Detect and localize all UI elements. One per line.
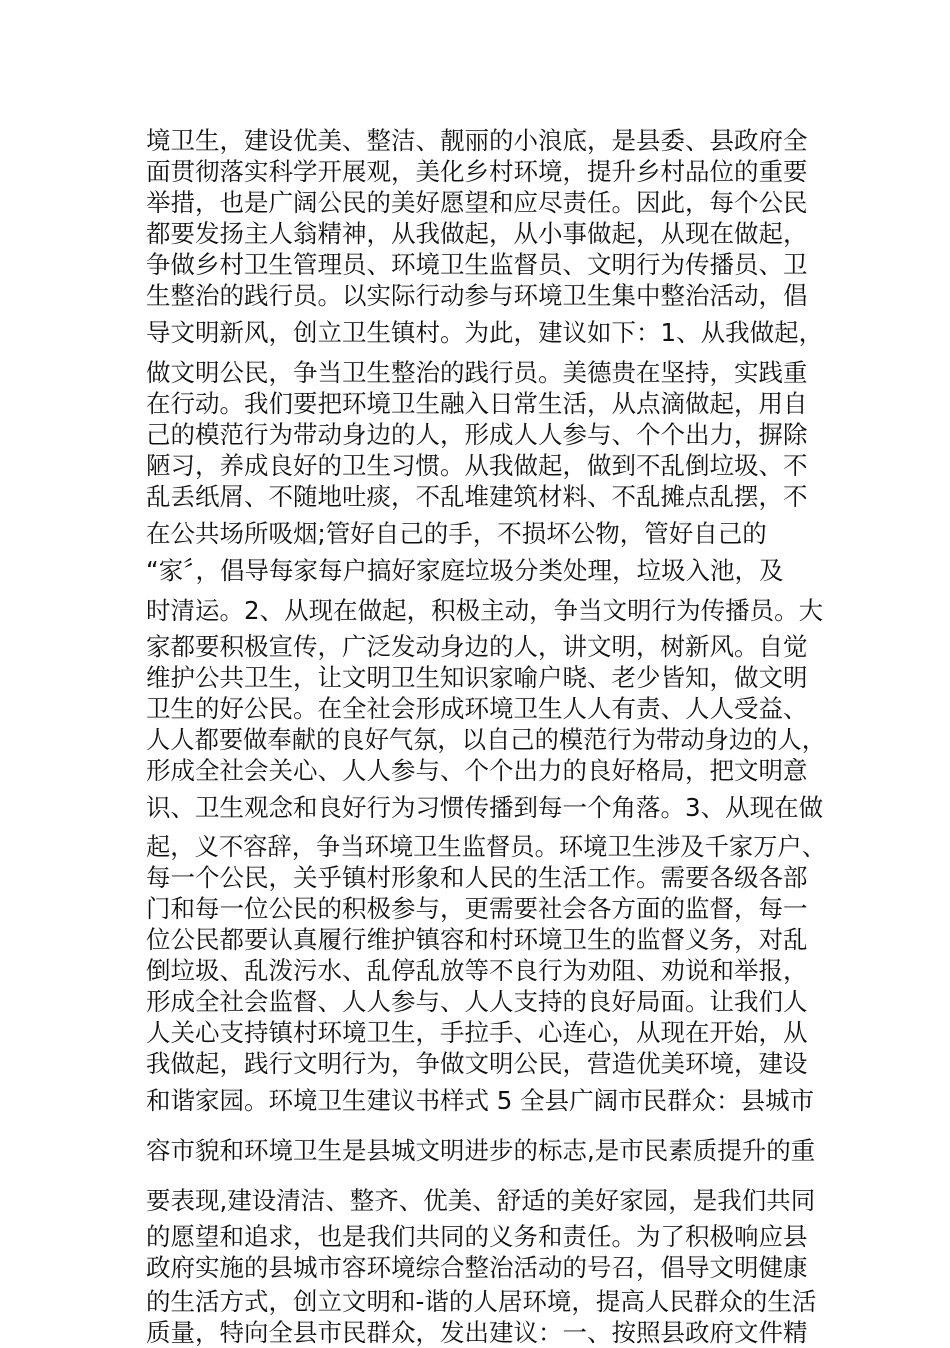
text-line: 卫生的好公民。在全社会形成环境卫生人人有责、人人受益、 <box>146 694 808 723</box>
text-line: 形成全社会监督、人人参与、人人支持的良好局面。让我们人 <box>146 987 808 1016</box>
text-line: 家都要积极宣传，广泛发动身边的人，讲文明，树新风。自觉 <box>146 632 808 661</box>
text-line: 和谐家园。环境卫生建议书样式 5 全县广阔市民群众：县城市 <box>146 1086 815 1115</box>
text-line: 门和每一位公民的积极参与，更需要社会各方面的监督，每一 <box>146 894 808 923</box>
text-line: 人人都要做奉献的良好气氛，以自己的模范行为带动身边的人， <box>146 725 826 754</box>
text-line: “家〞，倡导每家每户搞好家庭垃圾分类处理，垃圾入池，及 <box>146 556 784 585</box>
text-line: 识、卫生观念和良好行为习惯传播到每一个角落。3、从现在做 <box>146 793 824 822</box>
text-line: 容市貌和环境卫生是县城文明进步的标志,是市民素质提升的重 <box>146 1136 816 1165</box>
text-line: 己的模范行为带动身边的人，形成人人参与、个个出力，摒除 <box>146 420 808 449</box>
text-line: 在行动。我们要把环境卫生融入日常生活，从点滴做起，用自 <box>146 389 808 418</box>
text-line: 都要发扬主人翁精神，从我做起，从小事做起，从现在做起， <box>146 219 808 248</box>
text-line: 争做乡村卫生管理员、环境卫生监督员、文明行为传播员、卫 <box>146 250 808 279</box>
text-line: 维护公共卫生，让文明卫生知识家喻户晓、老少皆知，做文明 <box>146 663 808 692</box>
text-line: 倒垃圾、乱泼污水、乱停乱放等不良行为劝阻、劝说和举报， <box>146 956 808 985</box>
text-line: 形成全社会关心、人人参与、个个出力的良好格局，把文明意 <box>146 756 808 785</box>
text-line: 做文明公民，争当卫生整治的践行员。美德贵在坚持，实践重 <box>146 358 808 387</box>
text-line: 起，义不容辞，争当环境卫生监督员。环境卫生涉及千家万户、 <box>146 832 826 861</box>
text-line: 在公共场所吸烟;管好自己的手，不损坏公物，管好自己的 <box>146 519 767 548</box>
text-line: 生整治的践行员。以实际行动参与环境卫生集中整治活动，倡 <box>146 281 808 310</box>
text-line: 面贯彻落实科学开展观，美化乡村环境，提升乡村品位的重要 <box>146 157 808 186</box>
text-line: 位公民都要认真履行维护镇容和村环境卫生的监督义务，对乱 <box>146 925 808 954</box>
text-line: 举措，也是广阔公民的美好愿望和应尽责任。因此，每个公民 <box>146 188 808 217</box>
text-line: 每一个公民，关乎镇村形象和人民的生活工作。需要各级各部 <box>146 863 808 892</box>
text-line: 我做起，践行文明行为，争做文明公民，营造优美环境，建设 <box>146 1049 808 1078</box>
text-line: 导文明新风，创立卫生镇村。为此，建议如下：1、从我做起， <box>146 318 824 347</box>
text-line: 的生活方式，创立文明和-谐的人居环境，提高人民群众的生活 <box>146 1287 817 1316</box>
text-line: 境卫生，建设优美、整洁、靓丽的小浪底，是县委、县政府全 <box>146 126 808 155</box>
text-line: 政府实施的县城市容环境综合整治活动的号召，倡导文明健康 <box>146 1253 808 1282</box>
text-line: 陋习，养成良好的卫生习惯。从我做起，做到不乱倒垃圾、不 <box>146 451 808 480</box>
text-line: 时清运。2、从现在做起，积极主动，争当文明行为传播员。大 <box>146 596 824 625</box>
text-line: 质量，特向全县市民群众，发出建议：一、按照县政府文件精 <box>146 1318 808 1347</box>
text-line: 要表现,建设清洁、整齐、优美、舒适的美好家园，是我们共同 <box>146 1186 816 1215</box>
text-line: 乱丢纸屑、不随地吐痰，不乱堆建筑材料、不乱摊点乱摆，不 <box>146 482 808 511</box>
text-line: 人关心支持镇村环境卫生，手拉手、心连心，从现在开始，从 <box>146 1018 808 1047</box>
text-line: 的愿望和追求，也是我们共同的义务和责任。为了积极响应县 <box>146 1222 808 1251</box>
